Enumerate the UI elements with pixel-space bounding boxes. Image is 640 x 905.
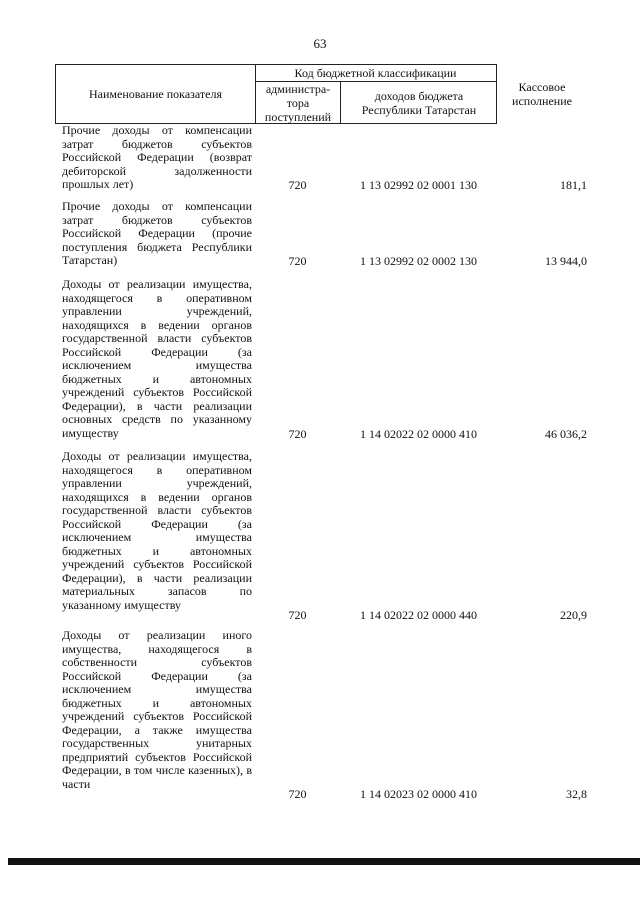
table-row: [0, 450, 640, 622]
row-name: Доходы от реализации имущества, находящегося в оперативном управлении учреждений, находящихся в ведении органов государственной власти субъектов Российской Федерации (за исключением имущества бюджетных и автономных учреждений субъектов Российской Федерации), в части реализации основных средств по указанному имуществу: [62, 277, 252, 440]
row-admin-code: 720: [288, 426, 307, 441]
row-amount: 32,8: [566, 786, 587, 801]
row-admin-code: 720: [288, 786, 307, 801]
row-admin-code: 720: [288, 253, 307, 268]
header-amount-col: Кассовое исполнение: [512, 80, 572, 108]
row-revenue-code: 1 14 02022 02 0000 410: [360, 426, 477, 441]
header-classification-group: Код бюджетной классификации: [294, 66, 457, 80]
row-revenue-code: 1 14 02023 02 0000 410: [360, 786, 477, 801]
table-row: [0, 124, 640, 192]
header-revenue-col: доходов бюджета Республики Татарстан: [361, 88, 477, 117]
row-admin-code: 720: [288, 607, 307, 622]
row-name: Прочие доходы от компенсации затрат бюджетов субъектов Российской Федерации (возврат дебиторской задолженности прошлых лет): [62, 123, 252, 191]
table-row: [0, 200, 640, 268]
table-row: [0, 278, 640, 441]
header-divider: [340, 82, 341, 123]
row-amount: 13 944,0: [545, 253, 587, 268]
row-amount: 181,1: [560, 177, 587, 192]
row-name: Доходы от реализации имущества, находящегося в оперативном управлении учреждений, находящихся в ведении органов государственной власти субъектов Российской Федерации (за исключением имущества бюджетных и автономных учреждений субъектов Российской Федерации), в части реализации материальных запасов по указанному имуществу: [62, 449, 252, 612]
header-admin-col: администра-тора поступлений: [264, 81, 332, 124]
row-revenue-code: 1 13 02992 02 0001 130: [360, 177, 477, 192]
row-revenue-code: 1 13 02992 02 0002 130: [360, 253, 477, 268]
row-admin-code: 720: [288, 177, 307, 192]
page-number: 63: [313, 36, 327, 51]
row-revenue-code: 1 14 02022 02 0000 440: [360, 607, 477, 622]
row-amount: 46 036,2: [545, 426, 587, 441]
row-name: Прочие доходы от компенсации затрат бюджетов субъектов Российской Федерации (прочие поступления бюджета Республики Татарстан): [62, 199, 252, 267]
bottom-rule: [8, 858, 640, 865]
row-name: Доходы от реализации иного имущества, находящегося в собственности субъектов Российской Федерации (за исключением имущества бюджетных и автономных учреждений субъектов Российской Федерации, а также имущества государственных унитарных предприятий субъектов Российской Федерации, в том числе казенных), в части: [62, 628, 252, 791]
row-amount: 220,9: [560, 607, 587, 622]
table-header: [55, 64, 497, 124]
table-row: [0, 629, 640, 801]
header-name-col: Наименование показателя: [89, 87, 222, 101]
